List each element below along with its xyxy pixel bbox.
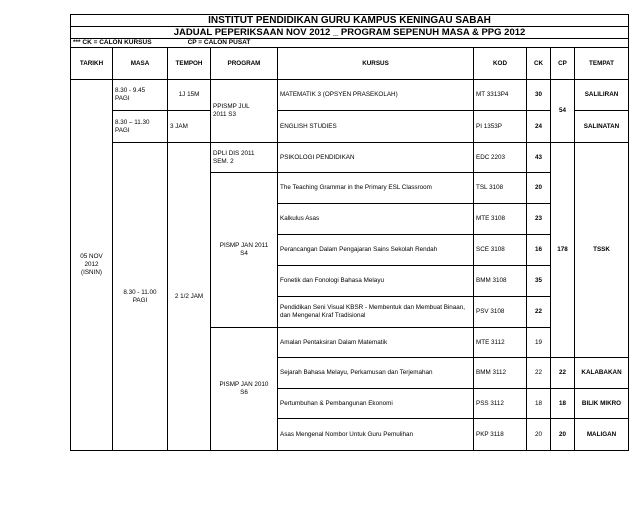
kod-cell: BMM 3112 <box>474 358 527 389</box>
program-1-line-2: 2011 S3 <box>213 111 236 118</box>
masa-slot-2-period: PAGI <box>115 126 130 134</box>
masa-slot-1-time: 8.30 - 9.45 <box>115 87 146 94</box>
masa-slot-3 <box>113 143 168 451</box>
kod-cell: BMM 3108 <box>474 266 527 297</box>
program-4-line-2: S6 <box>240 389 248 396</box>
tempoh-slot-1: 1J 15M <box>168 80 211 111</box>
tempat-kalabakan: KALABAKAN <box>575 358 629 389</box>
program-1 <box>211 80 278 143</box>
header-tempat: TEMPAT <box>575 48 629 80</box>
header-row <box>71 48 629 80</box>
masa-slot-3-time: 8.30 - 11.00 <box>123 288 157 296</box>
table-row <box>71 80 629 111</box>
kursus-cell: Pertumbuhan & Pembangunan Ekonomi <box>278 389 474 419</box>
tempat-saliliran: SALILIRAN <box>575 80 629 111</box>
cp-cell: 20 <box>551 419 575 451</box>
masa-slot-3-period: PAGI <box>132 296 148 304</box>
kod-cell: SCE 3108 <box>474 235 527 266</box>
kursus-cell: Sejarah Bahasa Melayu, Perkamusan dan Terjemahan <box>278 358 474 389</box>
ck-cell: 16 <box>527 235 551 266</box>
program-2-line-2: SEM. 2 <box>213 157 234 165</box>
masa-slot-1-period: PAGI <box>115 95 130 102</box>
program-3-line-2: S4 <box>240 250 248 257</box>
ck-cell: 30 <box>527 80 551 111</box>
masa-slot-1 <box>113 80 168 111</box>
program-3 <box>211 173 278 328</box>
kursus-cell: Kalkulus Asas <box>278 204 474 235</box>
legend <box>71 39 629 48</box>
masa-slot-2-time: 8.30 – 11.30 <box>115 118 150 126</box>
kursus-cell: ENGLISH STUDIES <box>278 111 474 143</box>
kod-cell: MTE 3112 <box>474 328 527 358</box>
header-tempoh: TEMPOH <box>168 48 211 80</box>
table-row <box>71 143 629 173</box>
exam-timetable <box>70 14 629 451</box>
header-kursus: KURSUS <box>278 48 474 80</box>
kod-cell: PSV 3108 <box>474 297 527 328</box>
header-program: PROGRAM <box>211 48 278 80</box>
tempat-salinatan: SALINATAN <box>575 111 629 143</box>
ck-cell: 43 <box>527 143 551 173</box>
cp-group-2: 178 <box>551 143 575 358</box>
header-kod: KOD <box>474 48 527 80</box>
tempat-maligan: MALIGAN <box>575 419 629 451</box>
kursus-cell: Asas Mengenal Nombor Untuk Guru Pemulihan <box>278 419 474 451</box>
ck-cell: 24 <box>527 111 551 143</box>
header-cp: CP <box>551 48 575 80</box>
masa-slot-2 <box>113 111 168 143</box>
ck-cell: 20 <box>527 419 551 451</box>
kod-cell: PKP 3118 <box>474 419 527 451</box>
tempoh-slot-2: 3 JAM <box>168 111 211 143</box>
ck-cell: 35 <box>527 266 551 297</box>
tarikh-cell <box>71 80 113 451</box>
program-1-line-1: PPISMP JUL <box>213 103 250 110</box>
program-3-line-1: PISMP JAN 2011 <box>219 242 269 249</box>
document-title: INSTITUT PENDIDIKAN GURU KAMPUS KENINGAU SABAH <box>71 15 629 27</box>
ck-cell: 18 <box>527 389 551 419</box>
tarikh-weekday: (ISNIN) <box>81 269 102 276</box>
program-4-line-1: PISMP JAN 2010 <box>219 381 269 388</box>
header-masa: MASA <box>113 48 168 80</box>
ck-cell: 19 <box>527 328 551 358</box>
program-2 <box>211 143 278 173</box>
legend-ck: *** CK = CALON KURSUS <box>73 39 152 46</box>
program-4 <box>211 328 278 451</box>
document-subtitle: JADUAL PEPERIKSAAN NOV 2012 _ PROGRAM SEPENUH MASA & PPG 2012 <box>71 27 629 39</box>
ck-cell: 23 <box>527 204 551 235</box>
header-ck: CK <box>527 48 551 80</box>
kursus-cell: Fonetik dan Fonologi Bahasa Melayu <box>278 266 474 297</box>
kod-cell: EDC 2203 <box>474 143 527 173</box>
kursus-cell: Pendidikan Seni Visual KBSR - Membentuk dan Membuat Binaan, dan Mengenal Kraf Tradisional <box>278 297 474 328</box>
legend-cp: CP = CALON PUSAT <box>187 39 251 46</box>
kursus-cell: The Teaching Grammar in the Primary ESL Classroom <box>278 173 474 204</box>
table-row <box>71 111 629 143</box>
kod-cell: TSL 3108 <box>474 173 527 204</box>
kursus-cell: MATEMATIK 3 (OPSYEN PRASEKOLAH) <box>278 80 474 111</box>
tarikh-day: 05 NOV <box>80 253 103 260</box>
cp-cell: 18 <box>551 389 575 419</box>
tempoh-slot-3: 2 1/2 JAM <box>168 143 211 451</box>
kursus-cell: Amalan Pentaksiran Dalam Matematik <box>278 328 474 358</box>
tempat-tssk: TSSK <box>575 143 629 358</box>
kursus-cell: Perancangan Dalam Pengajaran Sains Sekolah Rendah <box>278 235 474 266</box>
ck-cell: 22 <box>527 297 551 328</box>
ck-cell: 20 <box>527 173 551 204</box>
kod-cell: PI 1353P <box>474 111 527 143</box>
kod-cell: MT 3313P4 <box>474 80 527 111</box>
kod-cell: PSS 3112 <box>474 389 527 419</box>
program-2-line-1: DPLI DIS 2011 <box>213 149 255 157</box>
kursus-cell: PSIKOLOGI PENDIDIKAN <box>278 143 474 173</box>
tempat-bilik-mikro: BILIK MIKRO <box>575 389 629 419</box>
tarikh-year: 2012 <box>84 261 99 268</box>
header-tarikh: TARIKH <box>71 48 113 80</box>
cp-group-1: 54 <box>551 80 575 143</box>
ck-cell: 22 <box>527 358 551 389</box>
cp-cell: 22 <box>551 358 575 389</box>
kod-cell: MTE 3108 <box>474 204 527 235</box>
